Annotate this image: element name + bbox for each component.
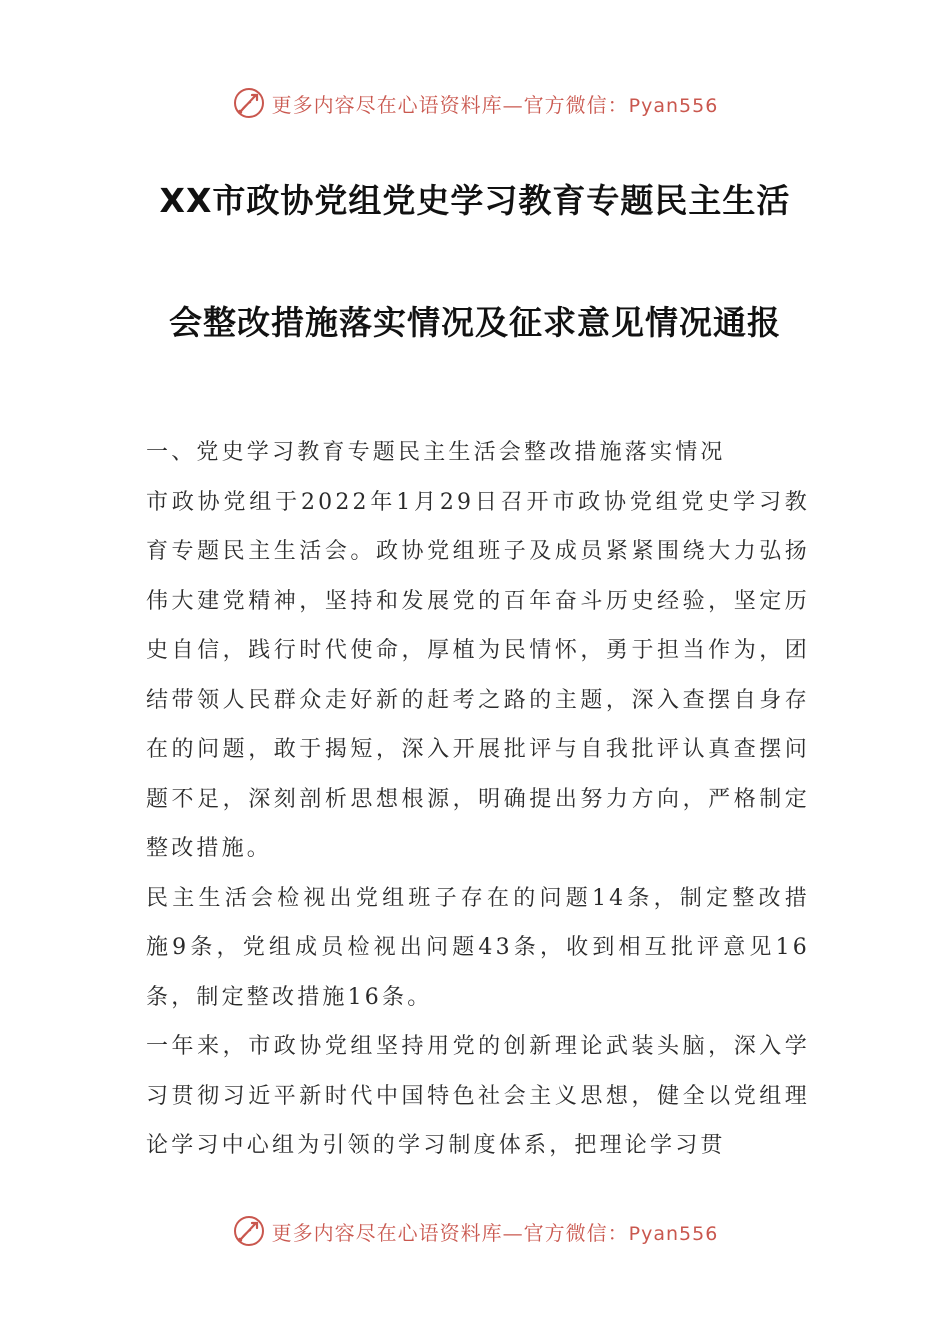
section-heading: 一、党史学习教育专题民主生活会整改措施落实情况 [146, 440, 726, 465]
document-title-line-2: 会整改措施落实情况及征求意见情况通报 [169, 303, 781, 342]
footer-watermark-banner [0, 1211, 950, 1251]
paragraph-1: 市政协党组于2022年1月29日召开市政协党组党史学习教育专题民主生活会。政协党组班子及成员紧紧围绕大力弘扬伟大建党精神，坚持和发展党的百年奋斗历史经验，坚定历史自信，践行时代使命，厚植为民情怀，勇于担当作为，团结带领人民群众走好新的赶考之路的主题，深入查摆自身存在的问题，敢于揭短，深入开展批评与自我批评认真查摆问题不足，深刻剖析思想根源，明确提出努力方向，严格制定整改措施。 [146, 489, 810, 861]
quill-logo-icon [232, 86, 266, 120]
footer-banner-text: 更多内容尽在心语资料库—官方微信：Pyan556 [271, 1220, 719, 1245]
paragraph-2: 民主生活会检视出党组班子存在的问题14条，制定整改措施9条，党组成员检视出问题43条，收到相互批评意见16条，制定整改措施16条。 [146, 885, 810, 1010]
document-body [146, 428, 810, 1171]
footer-wechat-id: Pyan556 [628, 1222, 719, 1245]
document-title-line-1: XX市政协党组党史学习教育专题民主生活 [159, 181, 791, 220]
quill-logo-icon [232, 1214, 266, 1248]
paragraph-3: 一年来，市政协党组坚持用党的创新理论武装头脑，深入学习贯彻习近平新时代中国特色社会主义思想，健全以党组理论学习中心组为引领的学习制度体系，把理论学习贯 [146, 1034, 810, 1158]
header-banner-text: 更多内容尽在心语资料库—官方微信：Pyan556 [271, 92, 719, 117]
header-wechat-id: Pyan556 [628, 94, 719, 117]
header-watermark-banner [0, 83, 950, 123]
